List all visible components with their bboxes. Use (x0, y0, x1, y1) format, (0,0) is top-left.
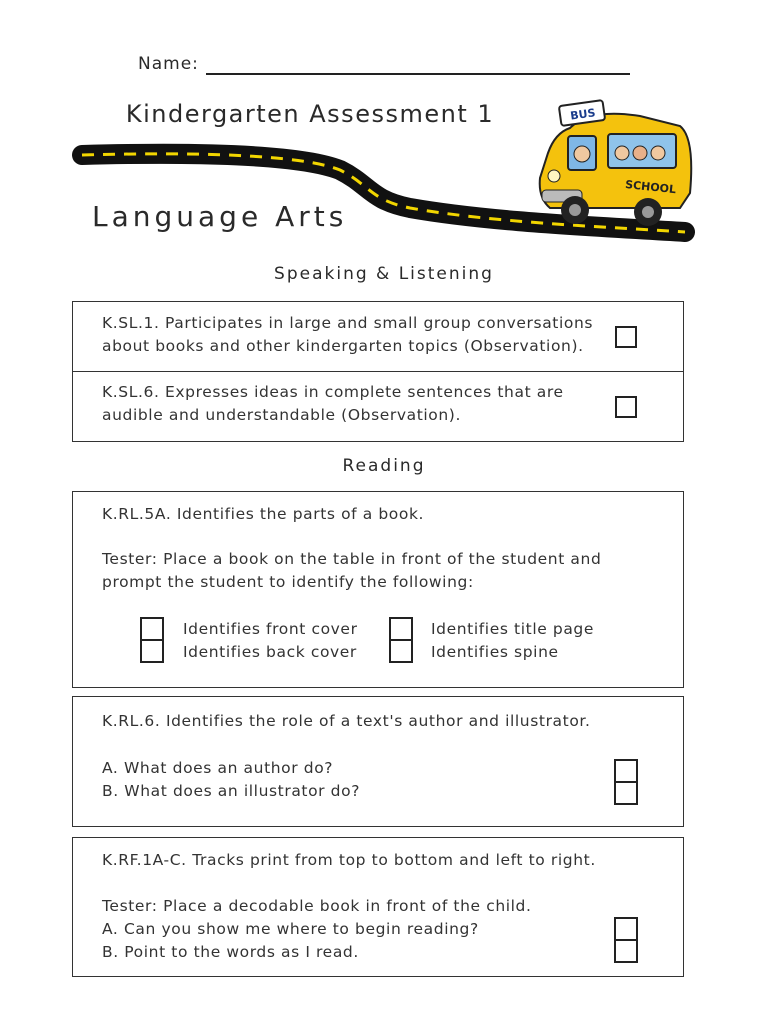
standard-krf1: K.RF.1A-C. Tracks print from top to bottom and left to right. (102, 851, 596, 869)
ksl1-checkbox[interactable] (615, 326, 637, 348)
subject-title: Language Arts (92, 200, 348, 233)
standard-ksl6: K.SL.6. Expresses ideas in complete sentences that are audible and understandable (Observation). (102, 383, 564, 424)
section-heading-speaking: Speaking & Listening (274, 264, 494, 284)
name-label: Name: (138, 54, 199, 74)
standard-krl6: K.RL.6. Identifies the role of a text's author and illustrator. (102, 712, 591, 730)
rl6-checkbox[interactable] (614, 759, 638, 805)
rf1-checkbox[interactable] (614, 917, 638, 963)
school-bus-icon (530, 98, 700, 233)
standard-ksl1: K.SL.1. Participates in large and small group conversations about books and other kindergarten topics (Observation). (102, 314, 594, 355)
rl5a-tester-instructions: Tester: Place a book on the table in front of the student and prompt the student to identify the following: (102, 550, 602, 591)
bus-sign-text: BUS (569, 106, 597, 123)
page-title: Kindergarten Assessment 1 (125, 100, 495, 128)
rf1-instructions: Tester: Place a decodable book in front of the child. A. Can you show me where to begin reading? B. Point to the words as I read. (102, 897, 532, 961)
ksl6-checkbox[interactable] (615, 396, 637, 418)
standard-krl5a: K.RL.5A. Identifies the parts of a book. (102, 505, 425, 523)
rl6-questions: A. What does an author do? B. What does an illustrator do? (102, 759, 361, 800)
rl5a-options-left: Identifies front cover Identifies back cover (183, 620, 358, 661)
front-back-cover-checkbox[interactable] (140, 617, 164, 663)
title-page-spine-checkbox[interactable] (389, 617, 413, 663)
section-heading-reading: Reading (342, 456, 426, 476)
name-blank-line[interactable] (206, 73, 630, 75)
row-divider (73, 371, 683, 372)
rl5a-options-right: Identifies title page Identifies spine (431, 620, 594, 661)
bus-side-text: SCHOOL (624, 177, 677, 197)
